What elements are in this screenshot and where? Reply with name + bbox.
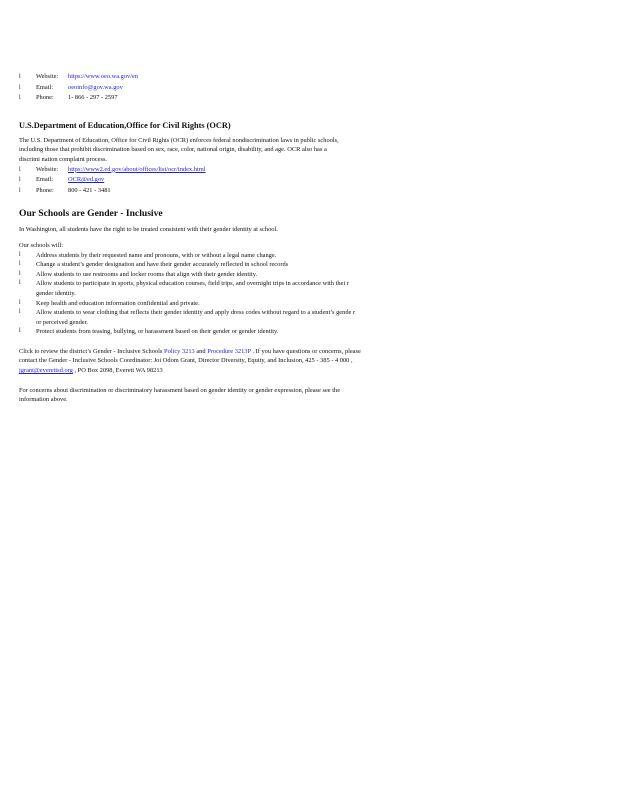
list-item-text: Address students by their requested name and pronouns, with or without a legal name change. xyxy=(36,251,277,259)
oeo-email-link[interactable]: oeoinfo@gov.wa.gov xyxy=(68,83,123,91)
bullet: l xyxy=(19,280,21,287)
bullet: l xyxy=(19,251,21,258)
oeo-phone-value: 1- 866 - 297 - 2597 xyxy=(68,94,118,102)
email-label: Email: xyxy=(36,83,54,91)
list-item-text: or perceived gender. xyxy=(36,318,88,326)
coordinator-email-link[interactable]: jgrant@everettsd.org xyxy=(19,367,73,375)
list-item-continuation xyxy=(19,289,579,299)
list-item-text: Keep health and education information confidential and private. xyxy=(36,299,200,307)
list-item xyxy=(19,327,579,337)
inclusive-heading: Our Schools are Gender - Inclusive xyxy=(19,208,163,220)
bullet: l xyxy=(19,166,21,173)
contact-email-row xyxy=(19,83,579,94)
ocr-para-line-3: discrimi nation complaint process. xyxy=(19,155,108,163)
bullet: l xyxy=(19,299,21,306)
concerns-line-1: For concerns about discrimination or discriminatory harassment based on gender identity or gender expression, please see the xyxy=(19,386,341,394)
phone-label: Phone: xyxy=(36,94,54,102)
review-line-1 xyxy=(19,347,579,357)
bullet: l xyxy=(19,187,21,194)
list-item-text: gender identity. xyxy=(36,289,76,297)
list-item-text: Allow students to wear clothing that reflects their gender identity and apply dress codes without regard to a student’s gende r xyxy=(36,309,356,317)
bullet: l xyxy=(19,84,21,91)
website-label: Website: xyxy=(36,73,59,80)
ocr-phone-value: 800 - 421 - 3481 xyxy=(68,186,111,194)
list-item xyxy=(19,299,579,309)
bullet: l xyxy=(19,270,21,277)
contact-website-row xyxy=(19,72,579,83)
list-item xyxy=(19,260,579,270)
oeo-website-link[interactable]: https://www.oeo.wa.gov/en xyxy=(68,73,139,80)
ocr-para-line-2: including those that prohibit discrimination based on sex, race, color, national origin, disability, and age. OCR also has a xyxy=(19,146,327,154)
ocr-website-link[interactable]: https://www2.ed.gov/about/offices/list/ocr/index.html xyxy=(68,165,206,173)
bullet: l xyxy=(19,95,21,102)
ocr-paragraph xyxy=(19,136,579,165)
policy-link[interactable]: Policy 3213 xyxy=(164,347,195,355)
document-page xyxy=(19,72,579,405)
list-item-text: Allow students to use restrooms and locker rooms that align with their gender identity. xyxy=(36,270,258,278)
website-label: Website: xyxy=(36,165,59,173)
email-label: Email: xyxy=(36,176,54,184)
phone-label: Phone: xyxy=(36,186,54,194)
list-item xyxy=(19,308,579,318)
review-paragraph xyxy=(19,347,579,376)
list-item xyxy=(19,251,579,261)
review-line-2: contact the Gender - Inclusive Schools Coordinator: Joi Odom Grant, Director Diversity, Equity, and Inclusion, 425 - 385 - 4 000 , xyxy=(19,357,353,365)
list-item xyxy=(19,270,579,280)
list-item xyxy=(19,279,579,289)
list-item-continuation xyxy=(19,318,579,328)
bullet: l xyxy=(19,74,21,80)
review-text-b: . If you have questions or concerns, please xyxy=(252,347,361,355)
review-text-a: Click to review the district’s Gender - Inclusive Schools xyxy=(19,347,163,355)
concerns-line-2: information above. xyxy=(19,396,68,404)
review-line-3 xyxy=(19,366,579,376)
inclusive-intro: In Washington, all students have the right to be treated consistent with their gender identity at school. xyxy=(19,226,278,234)
inclusive-will: Our schools will: xyxy=(19,241,64,249)
bullet: l xyxy=(19,309,21,316)
review-address: , PO Box 2098, Everett WA 98213 xyxy=(74,367,163,375)
ocr-email-row xyxy=(19,175,579,186)
ocr-phone-row xyxy=(19,186,579,197)
bullet: l xyxy=(19,177,21,184)
contact-phone-row xyxy=(19,93,579,104)
ocr-email-link[interactable]: OCR@ed.gov xyxy=(68,176,105,184)
bullet: l xyxy=(19,261,21,268)
list-item-text: Protect students from teasing, bullying, or harassment based on their gender or gender identity. xyxy=(36,328,279,336)
list-item-text: Allow students to participate in sports, physical education courses, field trips, and overnight trips in accordance with thei r xyxy=(36,280,349,288)
procedure-link[interactable]: Procedure 3213P xyxy=(207,347,251,355)
concerns-paragraph xyxy=(19,386,579,405)
list-item-text: Change a student’s gender designation and have their gender accurately reflected in school records xyxy=(36,261,289,269)
review-and: and xyxy=(196,347,206,355)
ocr-website-row xyxy=(19,165,579,176)
bullet: l xyxy=(19,328,21,335)
ocr-heading: U.S.Department of Education,Office for Civil Rights (OCR) xyxy=(19,120,231,130)
ocr-para-line-1: The U.S. Department of Education, Office for Civil Rights (OCR) enforces federal nondiscrimination laws in public schools, xyxy=(19,136,339,144)
